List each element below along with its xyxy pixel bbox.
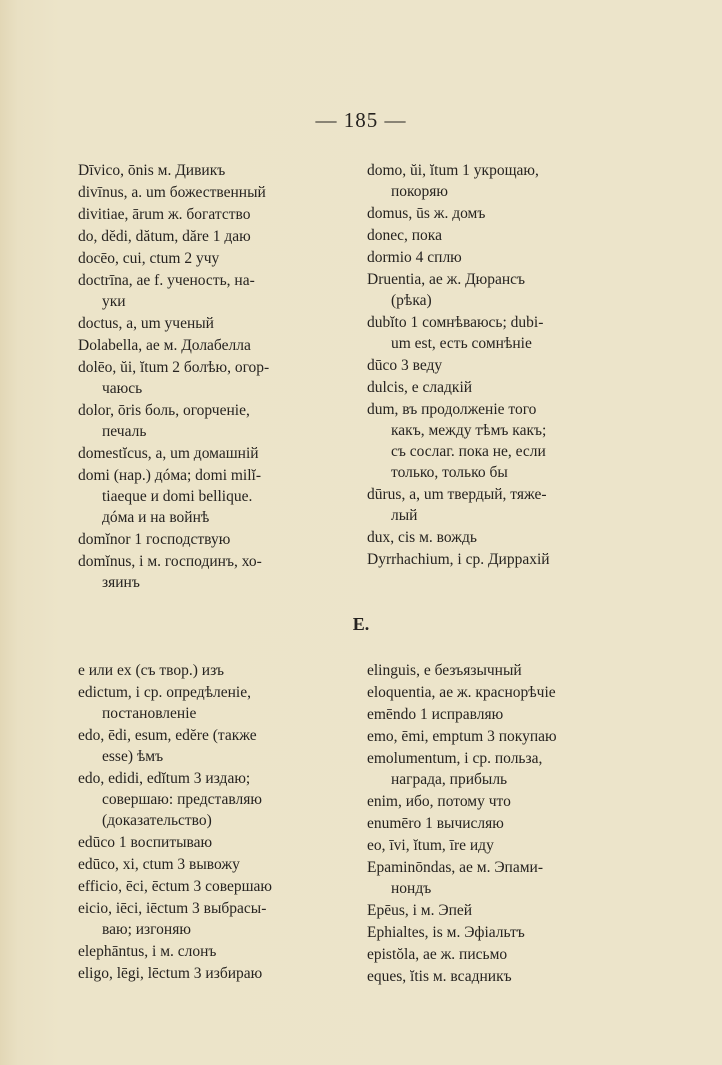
entry-headline: Dolabella, ae м. Долабелла <box>78 337 251 354</box>
dictionary-entry <box>367 660 647 681</box>
dictionary-entry <box>367 857 647 899</box>
dictionary-entry <box>78 768 350 831</box>
dictionary-entry <box>367 225 647 246</box>
entry-headline: Dyrrhachium, i ср. Диррахій <box>367 551 550 568</box>
entry-headline: enim, ибо, потому что <box>367 793 511 810</box>
entry-headline: dolēo, ŭi, ĭtum 2 болѣю, огор- <box>78 359 270 376</box>
entry-headline: edo, edidi, edĭtum 3 издаю; <box>78 770 251 787</box>
entry-continuation: чаюсь <box>102 380 143 397</box>
entry-headline: doctrīna, ae f. ученость, на- <box>78 272 255 289</box>
dictionary-entry <box>367 922 647 943</box>
entry-headline: emolumentum, i ср. польза, <box>367 750 543 767</box>
dictionary-entry <box>78 335 350 356</box>
entry-headline: dūrus, a, um твердый, тяже- <box>367 486 547 503</box>
entry-headline: emo, ēmi, emptum 3 покупаю <box>367 728 557 745</box>
entry-headline: divitiae, ārum ж. богатство <box>78 206 251 223</box>
dictionary-entry <box>78 226 350 247</box>
entry-continuation: tiaeque и domi belliquе. <box>102 488 253 505</box>
dictionary-entry <box>367 791 647 812</box>
dictionary-entry <box>367 312 647 354</box>
entry-continuation: съ сослаг. пока не, если <box>391 443 546 460</box>
dictionary-entry <box>78 682 350 724</box>
dictionary-entry <box>78 854 350 875</box>
dictionary-entry <box>367 355 647 376</box>
entry-continuation: постановленіе <box>102 705 197 722</box>
entry-headline: divīnus, a. um божественный <box>78 184 266 201</box>
entry-headline: dum, въ продолженіе того <box>367 401 537 418</box>
dictionary-entry <box>78 465 350 528</box>
entry-headline: domĭnor 1 господствую <box>78 531 231 548</box>
entry-headline: epistŏla, ae ж. письмо <box>367 946 508 963</box>
entry-continuation: ваю; изгоняю <box>102 921 191 938</box>
dictionary-entry <box>78 160 350 181</box>
entry-headline: eo, īvi, ĭtum, īre иду <box>367 837 494 854</box>
entry-headline: elephāntus, i м. слонъ <box>78 943 217 960</box>
dictionary-entry <box>367 966 647 987</box>
entry-headline: domestĭcus, a, um домашній <box>78 445 259 462</box>
dictionary-entry <box>367 549 647 570</box>
entry-headline: docēo, cui, ctum 2 учу <box>78 250 220 267</box>
entry-headline: domus, ūs ж. домъ <box>367 205 486 222</box>
dictionary-entry <box>367 203 647 224</box>
dictionary-entry <box>78 876 350 897</box>
entry-continuation: (доказательство) <box>102 812 212 829</box>
entry-continuation: дóма и на войнѣ <box>102 509 210 526</box>
entry-headline: Epaminōndas, ae м. Эпами- <box>367 859 543 876</box>
dictionary-entry <box>367 269 647 311</box>
entry-headline: Druentia, ae ж. Дюрансъ <box>367 271 526 288</box>
entry-continuation: печаль <box>102 423 147 440</box>
entry-headline: donec, пока <box>367 227 442 244</box>
dictionary-entry <box>367 682 647 703</box>
dictionary-entry <box>78 270 350 312</box>
entry-headline: dūco 3 веду <box>367 357 443 374</box>
dictionary-entry <box>367 704 647 725</box>
dictionary-entry <box>367 813 647 834</box>
dictionary-entry <box>78 529 350 550</box>
entry-continuation: покоряю <box>391 183 448 200</box>
entry-headline: dolor, ōris боль, огорченіе, <box>78 402 250 419</box>
entry-continuation: зяинъ <box>102 574 140 591</box>
entry-headline: domo, ŭi, ĭtum 1 укрощаю, <box>367 162 539 179</box>
entry-headline: e или ex (съ твор.) изъ <box>78 662 224 679</box>
dictionary-entry <box>367 527 647 548</box>
entry-headline: domi (нар.) дóма; domi milĭ- <box>78 467 262 484</box>
dictionary-entry <box>78 182 350 203</box>
entry-continuation: совершаю: представляю <box>102 791 262 808</box>
entry-headline: dux, cis м. вождь <box>367 529 477 546</box>
dictionary-entry <box>78 725 350 767</box>
dictionary-entry <box>367 247 647 268</box>
dictionary-entry <box>78 313 350 334</box>
entry-headline: emēndo 1 исправляю <box>367 706 504 723</box>
dictionary-entry <box>78 443 350 464</box>
entry-continuation: нондъ <box>391 880 432 897</box>
dictionary-entry <box>78 204 350 225</box>
entry-headline: eicio, iēci, iēctum 3 выбрасы- <box>78 900 267 917</box>
entry-headline: doctus, a, um ученый <box>78 315 214 332</box>
dictionary-entry <box>367 748 647 790</box>
entry-headline: edūco 1 воспитываю <box>78 834 213 851</box>
entry-headline: eloquentia, ae ж. краснорѣчіе <box>367 684 556 701</box>
page-number: — 185 — <box>315 108 407 132</box>
entry-headline: enumēro 1 вычисляю <box>367 815 504 832</box>
dictionary-entry <box>367 377 647 398</box>
dictionary-entry <box>78 400 350 442</box>
entry-continuation: награда, прибыль <box>391 771 508 788</box>
entry-headline: Epēus, i м. Эпей <box>367 902 473 919</box>
column-d-left <box>78 160 350 594</box>
dictionary-entry <box>367 160 647 202</box>
dictionary-entry <box>367 944 647 965</box>
entry-headline: edūco, xi, ctum 3 вывожу <box>78 856 240 873</box>
entry-headline: dubĭto 1 сомнѣваюсь; dubi- <box>367 314 544 331</box>
column-e-right <box>367 660 647 988</box>
entry-headline: Ephialtes, is м. Эфіальтъ <box>367 924 525 941</box>
entry-headline: edo, ēdi, esum, edĕre (также <box>78 727 257 744</box>
dictionary-entry <box>367 835 647 856</box>
entry-headline: eques, ĭtis м. всадникъ <box>367 968 512 985</box>
entry-continuation: уки <box>102 293 126 310</box>
dictionary-entry <box>367 484 647 526</box>
entry-continuation: esse) ѣмъ <box>102 748 164 765</box>
entry-continuation: какъ, между тѣмъ какъ; <box>391 422 547 439</box>
dictionary-entry <box>78 832 350 853</box>
entry-headline: elinguis, e безъязычный <box>367 662 522 679</box>
entry-continuation: (рѣка) <box>391 292 432 309</box>
dictionary-entry <box>367 399 647 483</box>
entry-headline: edictum, i ср. опредѣленіе, <box>78 684 251 701</box>
dictionary-entry <box>78 898 350 940</box>
dictionary-entry <box>78 941 350 962</box>
column-d-right <box>367 160 647 571</box>
entry-headline: dulcis, e сладкій <box>367 379 473 396</box>
entry-continuation: um est, есть сомнѣніе <box>391 335 532 352</box>
entry-headline: eligo, lēgi, lēctum 3 избираю <box>78 965 263 982</box>
section-heading-e: E. <box>352 614 370 634</box>
dictionary-entry <box>78 551 350 593</box>
entry-headline: Dīvico, ōnis м. Дивикъ <box>78 162 226 179</box>
entry-headline: domĭnus, i м. господинъ, хо- <box>78 553 262 570</box>
column-e-left <box>78 660 350 985</box>
entry-headline: efficio, ēci, ēctum 3 совершаю <box>78 878 272 895</box>
dictionary-entry <box>78 248 350 269</box>
dictionary-entry <box>78 963 350 984</box>
entry-continuation: лый <box>391 507 418 524</box>
dictionary-entry <box>367 900 647 921</box>
dictionary-entry <box>78 660 350 681</box>
entry-headline: dormio 4 сплю <box>367 249 462 266</box>
dictionary-entry <box>78 357 350 399</box>
dictionary-entry <box>367 726 647 747</box>
entry-continuation: только, только бы <box>391 464 508 481</box>
entry-headline: do, dĕdi, dătum, dăre 1 даю <box>78 228 251 245</box>
